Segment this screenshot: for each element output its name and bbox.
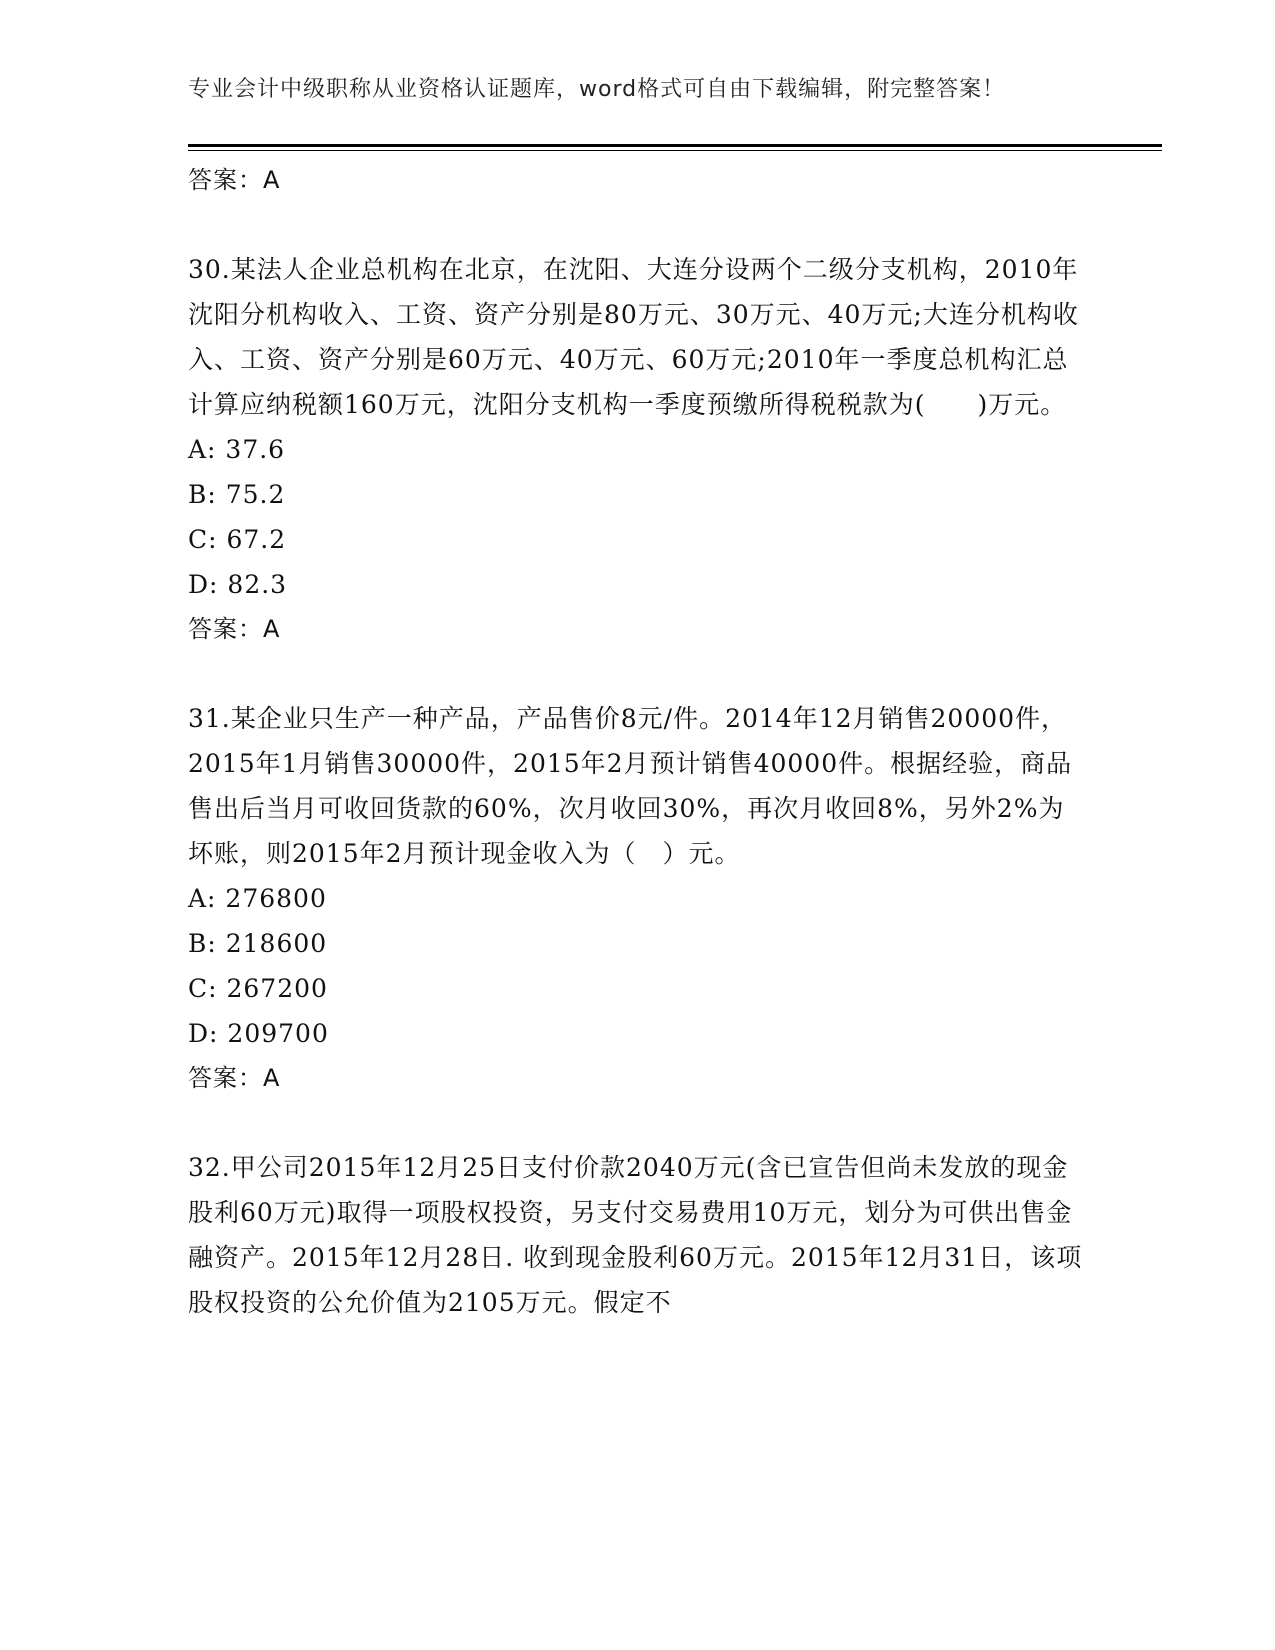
page-header: 专业会计中级职称从业资格认证题库，word格式可自由下载编辑，附完整答案！: [188, 77, 1006, 102]
question-31-text: 31.某企业只生产一种产品，产品售价8元/件。2014年12月销售20000件，2015年1月销售30000件，2015年2月预计销售40000件。根据经验，商品售出后当月可收回货款的60%，次月收回30%，再次月收回8%，另外2%为坏账，则2015年2月预计现金收入为（ ）元。: [188, 704, 1073, 868]
question-31-option-b: B: 218600: [188, 929, 328, 958]
question-31-option-d: D: 209700: [188, 1019, 329, 1048]
question-30-option-a: A: 37.6: [188, 435, 286, 464]
question-32-text: 32.甲公司2015年12月25日支付价款2040万元(含已宣告但尚未发放的现金股利60万元)取得一项股权投资，另支付交易费用10万元，划分为可供出售金融资产。2015年12月28日. 收到现金股利60万元。2015年12月31日，该项股权投资的公允价值为2105万元。假定不: [188, 1153, 1083, 1317]
question-31-option-a: A: 276800: [188, 884, 327, 913]
answer-29: 答案：A: [188, 166, 281, 194]
question-30-text: 30.某法人企业总机构在北京，在沈阳、大连分设两个二级分支机构，2010年沈阳分机构收入、工资、资产分别是80万元、30万元、40万元;大连分机构收入、工资、资产分别是60万元、40万元、60万元;2010年一季度总机构汇总计算应纳税额160万元，沈阳分支机构一季度预缴所得税税款为( )万元。: [188, 255, 1079, 419]
answer-30: 答案：A: [188, 615, 281, 643]
question-30-option-b: B: 75.2: [188, 480, 286, 509]
header-rule-thick: [188, 144, 1162, 147]
question-30-option-d: D: 82.3: [188, 570, 288, 599]
header-rule-thin: [188, 150, 1162, 151]
answer-31: 答案：A: [188, 1064, 281, 1092]
question-31-option-c: C: 267200: [188, 974, 328, 1003]
question-content: [188, 158, 1088, 1325]
question-30-option-c: C: 67.2: [188, 525, 287, 554]
